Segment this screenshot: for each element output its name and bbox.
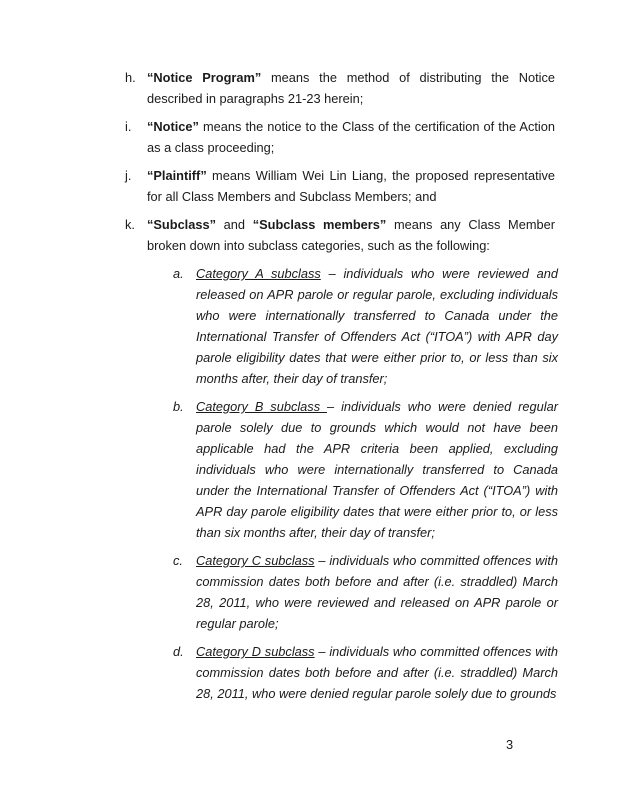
- definition-text-j: means William Wei Lin Liang, the proposed representative for all Class Members and Subclass Members; and: [147, 168, 555, 204]
- page-number: 3: [506, 737, 514, 752]
- defined-term-notice-program: “Notice Program”: [147, 70, 262, 85]
- definitions-list: [0, 67, 624, 704]
- list-marker-a: a.: [173, 266, 184, 281]
- definition-text-i: means the notice to the Class of the certification of the Action as a class proceeding;: [147, 119, 555, 155]
- definition-text-k: means any Class Member broken down into subclass categories, such as the following:: [147, 217, 555, 253]
- subclass-item-c: [173, 550, 558, 634]
- list-marker-c: c.: [173, 553, 183, 568]
- subclass-list: [0, 263, 624, 704]
- defined-term-subclass: “Subclass”: [147, 217, 216, 232]
- subclass-text-c: – individuals who committed offences with commission dates both before and after (i.e. straddled) March 28, 2011, who were reviewed and released on APR parole or regular parole;: [196, 553, 558, 631]
- list-marker-b: b.: [173, 399, 184, 414]
- definition-item-j: [125, 165, 555, 207]
- subclass-item-a: [173, 263, 558, 389]
- subclass-text-a: – individuals who were reviewed and released on APR parole or regular parole, excluding individuals who were internationally transferred to Canada under the International Transfer of Offenders Act (“ITOA”) with APR day parole eligibility dates that were either prior to, or less than six months after, their day of transfer;: [196, 266, 558, 386]
- list-marker-j: j.: [125, 168, 132, 183]
- list-marker-d: d.: [173, 644, 184, 659]
- definition-item-h: [125, 67, 555, 109]
- defined-term-plaintiff: “Plaintiff”: [147, 168, 207, 183]
- subclass-item-b: [173, 396, 558, 543]
- subclass-text-b: – individuals who were denied regular parole solely due to grounds which would not have been applicable had the APR criteria been applied, excluding individuals who were internationally transferred to Canada under the International Transfer of Offenders Act (“ITOA”) with APR day parole eligibility dates that were either prior to, or less than six months after, their day of transfer;: [196, 399, 558, 540]
- defined-term-notice: “Notice”: [147, 119, 199, 134]
- subclass-name-category-c: Category C subclass: [196, 553, 315, 568]
- subclass-item-d: [173, 641, 558, 704]
- list-marker-h: h.: [125, 70, 136, 85]
- definition-text-h: means the method of distributing the Notice described in paragraphs 21-23 herein;: [147, 70, 555, 106]
- list-marker-k: k.: [125, 217, 135, 232]
- subclass-name-category-b: Category B subclass: [196, 399, 328, 414]
- subclass-name-category-a: Category A subclass: [196, 266, 321, 281]
- subclass-name-category-d: Category D subclass: [196, 644, 315, 659]
- list-marker-i: i.: [125, 119, 132, 134]
- defined-term-subclass-members: “Subclass members”: [252, 217, 387, 232]
- definition-text-k-and: and: [216, 217, 253, 232]
- definition-item-k: [125, 214, 555, 256]
- subclass-text-d: – individuals who committed offences with commission dates both before and after (i.e. straddled) March 28, 2011, who were denied regular parole solely due to grounds: [196, 644, 558, 701]
- definition-item-i: [125, 116, 555, 158]
